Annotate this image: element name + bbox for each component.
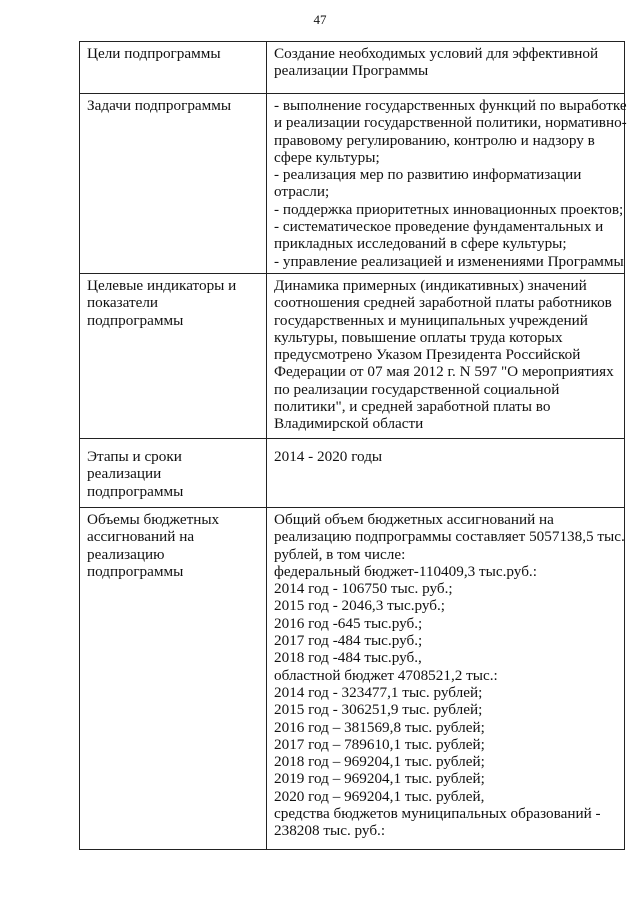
- value-line: 2018 год – 969204,1 тыс. рублей;: [274, 753, 485, 771]
- value-line: государственных и муниципальных учреждений: [274, 311, 588, 329]
- table-row-tasks: [80, 94, 625, 274]
- value-line: 2018 год -484 тыс.руб.,: [274, 649, 422, 667]
- value-line: политики", и средней заработной платы во: [274, 398, 551, 416]
- value-line: предусмотрено Указом Президента Российской: [274, 346, 581, 364]
- value-line: 238208 тыс. руб.:: [274, 822, 386, 840]
- label-line: Целевые индикаторы и: [87, 276, 237, 294]
- value-line: 2019 год – 969204,1 тыс. рублей;: [274, 770, 485, 788]
- label-line: подпрограммы: [87, 482, 184, 500]
- value-line: - систематическое проведение фундаментальных и: [274, 218, 604, 236]
- label-line: Этапы и сроки: [87, 447, 182, 465]
- value-line: Владимирской области: [274, 415, 424, 433]
- label-line: подпрограммы: [87, 562, 184, 580]
- value-line: реализацию подпрограммы составляет 5057138,5 тыс.: [274, 528, 625, 546]
- row-value-budget: [267, 507, 625, 849]
- label-line: реализацию: [87, 545, 165, 563]
- value-line: 2015 год - 306251,9 тыс. рублей;: [274, 701, 483, 719]
- row-value-indicators: [267, 273, 625, 438]
- subprogram-passport-table: [79, 41, 625, 850]
- value-line: - управление реализацией и изменениями Программы: [274, 252, 624, 270]
- value-line: 2014 - 2020 годы: [274, 447, 383, 465]
- label-line: Задачи подпрограммы: [87, 97, 232, 114]
- table-row-goals: [80, 42, 625, 94]
- table-row-indicators: [80, 273, 625, 438]
- value-line: и реализации государственной политики, нормативно-: [274, 114, 627, 132]
- value-line: 2014 год - 323477,1 тыс. рублей;: [274, 683, 483, 701]
- value-line: Создание необходимых условий для эффективной: [274, 45, 599, 62]
- label-line: показатели: [87, 294, 159, 312]
- row-label-tasks: [80, 94, 267, 274]
- page-number: 47: [313, 12, 327, 27]
- row-value-goals: [267, 42, 625, 94]
- value-line: - выполнение государственных функций по выработке: [274, 97, 627, 114]
- value-line: по реализации государственной социальной: [274, 380, 560, 398]
- value-line: 2016 год -645 тыс.руб.;: [274, 614, 423, 632]
- label-line: Объемы бюджетных: [87, 510, 220, 528]
- value-line: 2016 год – 381569,8 тыс. рублей;: [274, 718, 485, 736]
- label-line: Цели подпрограммы: [87, 45, 221, 62]
- value-line: реализации Программы: [274, 62, 429, 80]
- value-line: Федерации от 07 мая 2012 г. N 597 "О мероприятиях: [274, 363, 614, 381]
- value-line: областной бюджет 4708521,2 тыс.:: [274, 666, 498, 684]
- value-line: - поддержка приоритетных инновационных проектов;: [274, 200, 624, 218]
- row-label-indicators: [80, 273, 267, 438]
- value-line: 2017 год – 789610,1 тыс. рублей;: [274, 735, 485, 753]
- value-line: культуры, повышение оплаты труда которых: [274, 328, 563, 346]
- row-value-stages: [267, 438, 625, 507]
- value-line: сфере культуры;: [274, 148, 380, 166]
- table-row-stages: [80, 438, 625, 507]
- label-line: ассигнований на: [87, 528, 195, 546]
- label-line: реализации: [87, 465, 162, 483]
- value-line: 2015 год - 2046,3 тыс.руб.;: [274, 597, 446, 615]
- row-value-tasks: [267, 94, 625, 274]
- value-line: правовому регулированию, контролю и надзору в: [274, 131, 595, 149]
- row-label-goals: [80, 42, 267, 94]
- value-line: соотношения средней заработной платы работников: [274, 294, 612, 312]
- value-line: прикладных исследований в сфере культуры;: [274, 235, 567, 253]
- value-line: рублей, в том числе:: [274, 545, 406, 563]
- table-row-budget: [80, 507, 625, 849]
- value-line: 2020 год – 969204,1 тыс. рублей,: [274, 787, 485, 805]
- value-line: 2017 год -484 тыс.руб.;: [274, 632, 423, 650]
- value-line: 2014 год - 106750 тыс. руб.;: [274, 580, 453, 598]
- value-line: средства бюджетов муниципальных образований -: [274, 805, 601, 823]
- value-line: отрасли;: [274, 183, 330, 201]
- row-label-budget: [80, 507, 267, 849]
- value-line: Общий объем бюджетных ассигнований на: [274, 510, 554, 528]
- value-line: Динамика примерных (индикативных) значений: [274, 276, 587, 294]
- value-line: федеральный бюджет-110409,3 тыс.руб.:: [274, 562, 537, 580]
- value-line: - реализация мер по развитию информатизации: [274, 166, 582, 184]
- row-label-stages: [80, 438, 267, 507]
- label-line: подпрограммы: [87, 311, 184, 329]
